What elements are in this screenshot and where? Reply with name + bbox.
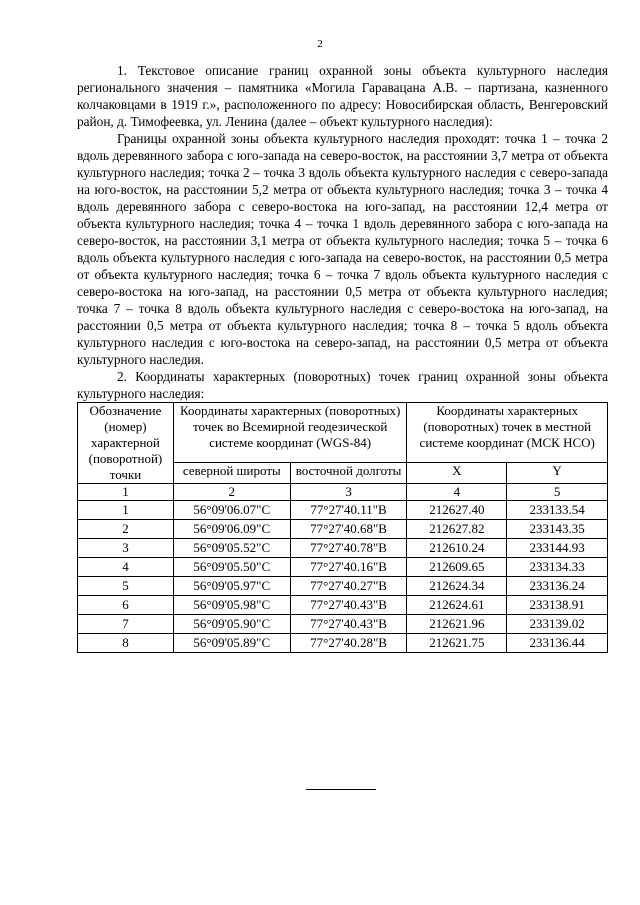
subheader-longitude: восточной долготы [290, 463, 407, 484]
column-index: 4 [407, 484, 507, 501]
column-index-row [78, 484, 608, 501]
longitude-cell: 77°27'40.78"В [290, 539, 407, 558]
paragraph-coordinates-intro: 2. Координаты характерных (поворотных) точек границ охранной зоны объекта культурного наследия: [77, 369, 608, 401]
document-body [77, 62, 608, 653]
point-number: 5 [78, 577, 174, 596]
latitude-cell: 56°09'05.89"С [173, 634, 290, 653]
header-wgs84-coordinates: Координаты характерных (поворотных) точек во Всемирной геодезической системе координат (WGS-84) [173, 403, 407, 463]
header-point-designation: Обозначение (номер) характерной (поворотной) точки [78, 403, 174, 484]
x-cell: 212621.96 [407, 615, 507, 634]
page-number: 2 [317, 38, 323, 50]
latitude-cell: 56°09'05.50"С [173, 558, 290, 577]
longitude-cell: 77°27'40.43"В [290, 615, 407, 634]
table-row [78, 501, 608, 520]
table-row [78, 558, 608, 577]
paragraph-zone-description: 1. Текстовое описание границ охранной зоны объекта культурного наследия регионального значения – памятника «Могила Гаравацана А.В. – партизана, казненного колчаковцами в 1919 г.», расположенного по адресу: Новосибирская область, Венгеровский район, д. Тимофеевка, ул. Ленина (далее – объект культурного наследия): [77, 63, 608, 129]
point-number: 6 [78, 596, 174, 615]
latitude-cell: 56°09'05.97"С [173, 577, 290, 596]
subheader-x: X [407, 463, 507, 484]
latitude-cell: 56°09'06.07"С [173, 501, 290, 520]
longitude-cell: 77°27'40.28"В [290, 634, 407, 653]
longitude-cell: 77°27'40.11"В [290, 501, 407, 520]
longitude-cell: 77°27'40.27"В [290, 577, 407, 596]
column-index: 3 [290, 484, 407, 501]
latitude-cell: 56°09'05.98"С [173, 596, 290, 615]
y-cell: 233134.33 [507, 558, 608, 577]
column-index: 2 [173, 484, 290, 501]
point-number: 4 [78, 558, 174, 577]
table-row [78, 577, 608, 596]
end-separator-line [306, 789, 376, 790]
table-row [78, 520, 608, 539]
x-cell: 212627.40 [407, 501, 507, 520]
y-cell: 233139.02 [507, 615, 608, 634]
table-row [78, 615, 608, 634]
longitude-cell: 77°27'40.68"В [290, 520, 407, 539]
point-number: 8 [78, 634, 174, 653]
point-number: 7 [78, 615, 174, 634]
x-cell: 212610.24 [407, 539, 507, 558]
coordinates-table [77, 402, 608, 653]
x-cell: 212627.82 [407, 520, 507, 539]
column-index: 1 [78, 484, 174, 501]
y-cell: 233144.93 [507, 539, 608, 558]
latitude-cell: 56°09'05.90"С [173, 615, 290, 634]
table-row [78, 596, 608, 615]
column-index: 5 [507, 484, 608, 501]
table-row [78, 634, 608, 653]
y-cell: 233136.44 [507, 634, 608, 653]
y-cell: 233136.24 [507, 577, 608, 596]
y-cell: 233138.91 [507, 596, 608, 615]
subheader-latitude: северной широты [173, 463, 290, 484]
x-cell: 212624.61 [407, 596, 507, 615]
y-cell: 233133.54 [507, 501, 608, 520]
latitude-cell: 56°09'05.52"С [173, 539, 290, 558]
point-number: 1 [78, 501, 174, 520]
header-msk-coordinates: Координаты характерных (поворотных) точек в местной системе координат (МСК НСО) [407, 403, 608, 463]
paragraph-boundary-details: Границы охранной зоны объекта культурного наследия проходят: точка 1 – точка 2 вдоль деревянного забора с юго-запада на северо-восток, на расстоянии 3,7 метра от объекта культурного наследия; точка 2 – точка 3 вдоль объекта культурного наследия с северо-запада на юго-восток, на расстоянии 5,2 метра от объекта культурного наследия; точка 3 – точка 4 вдоль деревянного забора с северо-востока на юго-запад, на расстоянии 12,4 метра от объекта культурного наследия; точка 4 – точка 1 вдоль деревянного забора с юго-запада на северо-восток, на расстоянии 3,1 метра от объекта культурного наследия; точка 5 – точка 6 вдоль объекта культурного наследия с юго-запада на северо-восток, на расстоянии 0,5 метра от объекта культурного наследия; точка 6 – точка 7 вдоль объекта культурного наследия с северо-востока на юго-запад, на расстоянии 0,5 метра от объекта культурного наследия; точка 7 – точка 8 вдоль объекта культурного наследия с северо-востока на юго-запад, на расстоянии 0,5 метра от объекта культурного наследия; точка 8 – точка 5 вдоль объекта культурного наследия с юго-востока на северо-запад, на расстоянии 0,5 метра от объекта культурного наследия. [77, 131, 608, 367]
longitude-cell: 77°27'40.43"В [290, 596, 407, 615]
x-cell: 212621.75 [407, 634, 507, 653]
latitude-cell: 56°09'06.09"С [173, 520, 290, 539]
x-cell: 212624.34 [407, 577, 507, 596]
point-number: 3 [78, 539, 174, 558]
y-cell: 233143.35 [507, 520, 608, 539]
table-row [78, 539, 608, 558]
point-number: 2 [78, 520, 174, 539]
longitude-cell: 77°27'40.16"В [290, 558, 407, 577]
subheader-y: Y [507, 463, 608, 484]
x-cell: 212609.65 [407, 558, 507, 577]
